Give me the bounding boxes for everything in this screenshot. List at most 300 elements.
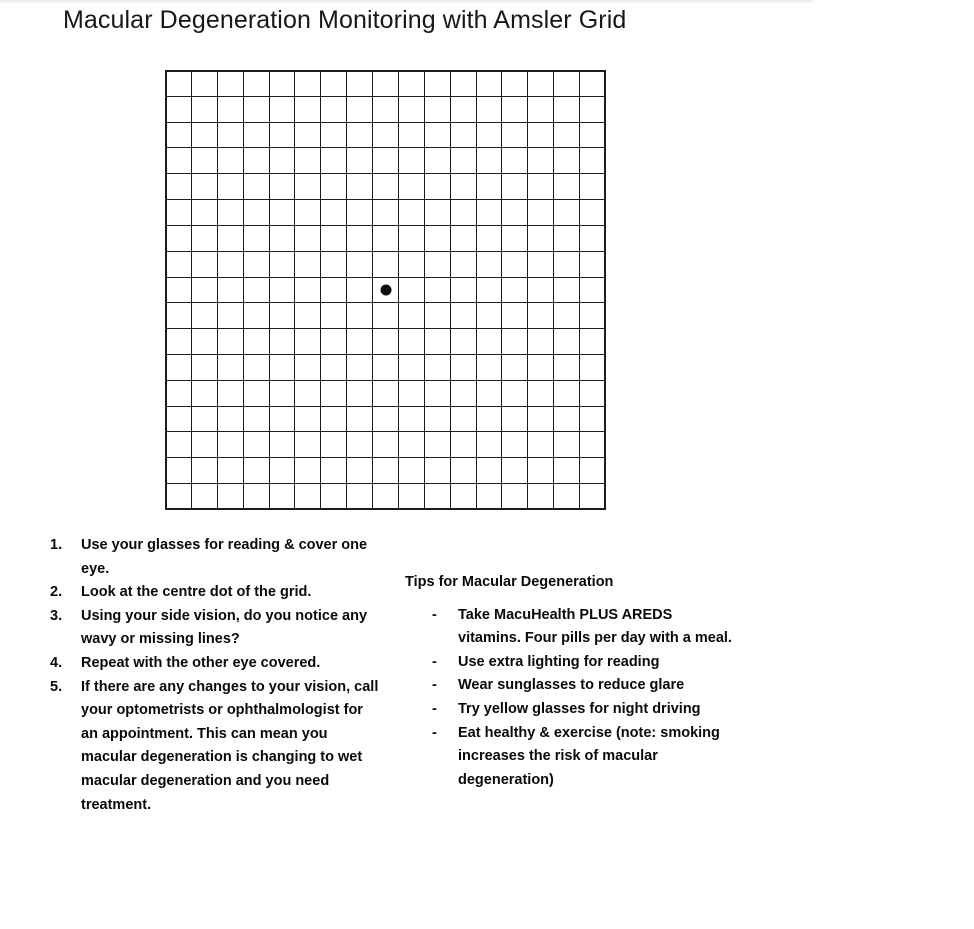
amsler-grid-row — [166, 354, 606, 380]
amsler-grid-cell — [502, 225, 528, 251]
amsler-grid-cell — [554, 406, 580, 432]
amsler-grid-cell — [217, 303, 243, 329]
tip-text: Wear sunglasses to reduce glare — [458, 677, 685, 694]
amsler-grid-cell — [502, 432, 528, 458]
amsler-grid-cell — [321, 380, 347, 406]
amsler-grid-cell — [191, 122, 217, 148]
amsler-grid-cell — [321, 174, 347, 200]
amsler-grid-cell — [554, 354, 580, 380]
amsler-grid-cell — [321, 329, 347, 355]
tip-bullet-marker: - — [432, 653, 437, 670]
amsler-grid-cell — [528, 174, 554, 200]
amsler-grid-row — [166, 225, 606, 251]
amsler-grid-cell — [580, 354, 606, 380]
amsler-grid-cell — [373, 174, 399, 200]
amsler-grid-cell — [398, 251, 424, 277]
amsler-grid-cell — [191, 458, 217, 484]
amsler-grid-cell — [191, 200, 217, 226]
instruction-text: Repeat with the other eye covered. — [81, 654, 321, 671]
amsler-grid-cell — [243, 148, 269, 174]
amsler-grid-cell — [450, 406, 476, 432]
amsler-grid-cell — [398, 303, 424, 329]
amsler-grid-cell — [166, 432, 192, 458]
amsler-grid-cell — [217, 174, 243, 200]
amsler-grid-cell — [166, 406, 192, 432]
amsler-grid-cell — [476, 329, 502, 355]
amsler-grid-cell — [217, 277, 243, 303]
amsler-grid-cell — [450, 122, 476, 148]
instruction-text: If there are any changes to your vision, call your optometrists or ophthalmologist for an appointment. This can mean you macular degeneration is changing to wet macular degeneration and you need treatment. — [81, 678, 379, 813]
amsler-grid-row — [166, 484, 606, 510]
amsler-grid-cell — [321, 96, 347, 122]
amsler-grid-cell — [321, 71, 347, 97]
amsler-grid-cell — [580, 329, 606, 355]
instruction-item — [50, 581, 380, 605]
amsler-grid-cell — [347, 225, 373, 251]
instruction-text: Using your side vision, do you notice any wavy or missing lines? — [81, 607, 368, 648]
amsler-grid-cell — [502, 96, 528, 122]
amsler-grid-cell — [580, 380, 606, 406]
amsler-grid-cell — [347, 277, 373, 303]
amsler-grid-row — [166, 200, 606, 226]
amsler-grid-cell — [502, 174, 528, 200]
amsler-grid-cell — [528, 71, 554, 97]
amsler-grid-cell — [424, 174, 450, 200]
amsler-grid-cell — [321, 277, 347, 303]
amsler-grid-cell — [191, 96, 217, 122]
amsler-grid-cell — [476, 484, 502, 510]
amsler-grid-cell — [243, 277, 269, 303]
instruction-item — [50, 652, 380, 676]
amsler-grid-cell — [502, 148, 528, 174]
amsler-grid-cell — [347, 354, 373, 380]
amsler-grid-cell — [373, 303, 399, 329]
amsler-grid-cell — [347, 174, 373, 200]
tip-bullet-marker: - — [432, 724, 437, 741]
amsler-grid-cell — [243, 122, 269, 148]
amsler-grid-cell — [398, 458, 424, 484]
amsler-grid-row — [166, 251, 606, 277]
amsler-grid-cell — [243, 200, 269, 226]
amsler-grid-cell — [580, 122, 606, 148]
amsler-grid-cell — [554, 174, 580, 200]
amsler-grid-cell — [528, 484, 554, 510]
instruction-item — [50, 605, 380, 652]
amsler-grid-cell — [450, 174, 476, 200]
amsler-grid-cell — [269, 484, 295, 510]
amsler-grid-cell — [424, 303, 450, 329]
amsler-grid-cell — [191, 484, 217, 510]
amsler-grid-cell — [398, 484, 424, 510]
amsler-grid-cell — [166, 380, 192, 406]
amsler-grid-cell — [166, 71, 192, 97]
amsler-grid-cell — [450, 71, 476, 97]
amsler-grid-cell — [269, 406, 295, 432]
amsler-grid-cell — [450, 380, 476, 406]
amsler-grid-cell — [295, 96, 321, 122]
amsler-grid-cell — [424, 122, 450, 148]
amsler-grid-cell — [450, 484, 476, 510]
amsler-grid-cell — [243, 96, 269, 122]
amsler-grid-cell — [347, 148, 373, 174]
amsler-grid-cell — [269, 71, 295, 97]
amsler-grid-cell — [554, 251, 580, 277]
amsler-grid-cell — [191, 406, 217, 432]
amsler-grid-cell — [554, 484, 580, 510]
amsler-grid-cell — [217, 432, 243, 458]
amsler-grid-cell — [295, 200, 321, 226]
amsler-grid-cell — [450, 251, 476, 277]
amsler-grid-cell — [554, 458, 580, 484]
amsler-grid-cell — [424, 225, 450, 251]
amsler-grid-cell — [269, 303, 295, 329]
amsler-grid-cell — [243, 303, 269, 329]
amsler-grid-cell — [373, 354, 399, 380]
amsler-grid-cell — [502, 406, 528, 432]
amsler-grid-cell — [217, 71, 243, 97]
amsler-grid-cell — [580, 484, 606, 510]
amsler-grid-cell — [502, 200, 528, 226]
amsler-grid-cell — [269, 251, 295, 277]
amsler-grid-cell — [502, 354, 528, 380]
amsler-grid-cell — [554, 277, 580, 303]
amsler-grid-cell — [502, 484, 528, 510]
amsler-grid-row — [166, 96, 606, 122]
amsler-grid-row — [166, 148, 606, 174]
amsler-grid-cell — [295, 484, 321, 510]
amsler-grid-cell — [166, 277, 192, 303]
amsler-grid-cell — [191, 303, 217, 329]
amsler-grid-cell — [476, 122, 502, 148]
tip-item — [405, 604, 735, 651]
amsler-grid-cell — [295, 277, 321, 303]
amsler-grid-cell — [347, 200, 373, 226]
amsler-grid-cell — [166, 122, 192, 148]
amsler-grid-cell — [554, 148, 580, 174]
amsler-grid-cell — [476, 251, 502, 277]
amsler-grid-cell — [528, 432, 554, 458]
amsler-grid-cell — [166, 225, 192, 251]
amsler-grid-cell — [502, 458, 528, 484]
amsler-grid — [165, 70, 606, 510]
amsler-grid-cell — [321, 122, 347, 148]
amsler-grid-cell — [347, 484, 373, 510]
amsler-grid-cell — [580, 225, 606, 251]
amsler-grid-cell — [295, 354, 321, 380]
amsler-grid-cell — [373, 225, 399, 251]
amsler-grid-cell — [424, 277, 450, 303]
amsler-grid-cell — [347, 432, 373, 458]
amsler-grid-cell — [580, 406, 606, 432]
amsler-grid-cell — [476, 406, 502, 432]
amsler-grid-cell — [424, 329, 450, 355]
amsler-grid-cell — [347, 458, 373, 484]
amsler-grid-cell — [166, 200, 192, 226]
amsler-grid-row — [166, 71, 606, 97]
amsler-grid-cell — [450, 148, 476, 174]
amsler-grid-cell — [191, 354, 217, 380]
amsler-grid-cell — [166, 329, 192, 355]
amsler-grid-cell — [554, 122, 580, 148]
amsler-grid-cell — [243, 329, 269, 355]
amsler-grid-cell — [450, 458, 476, 484]
amsler-grid-cell — [295, 71, 321, 97]
amsler-grid-cell — [554, 380, 580, 406]
amsler-grid-cell — [528, 251, 554, 277]
tip-bullet-marker: - — [432, 606, 437, 623]
amsler-grid-cell — [347, 71, 373, 97]
instruction-item — [50, 534, 380, 581]
amsler-grid-cell — [217, 122, 243, 148]
amsler-grid-row — [166, 174, 606, 200]
amsler-grid-cell — [347, 122, 373, 148]
amsler-grid-cell — [269, 174, 295, 200]
instruction-item — [50, 676, 380, 818]
amsler-grid-cell — [450, 303, 476, 329]
instructions-list — [50, 534, 380, 817]
amsler-grid-cell — [166, 458, 192, 484]
amsler-grid-cell — [243, 432, 269, 458]
amsler-grid-cell — [450, 354, 476, 380]
amsler-grid-cell — [295, 406, 321, 432]
amsler-grid-cell — [528, 303, 554, 329]
amsler-grid-cell — [166, 174, 192, 200]
amsler-grid-cell — [217, 329, 243, 355]
amsler-grid-cell — [580, 277, 606, 303]
amsler-grid-cell — [243, 406, 269, 432]
amsler-grid-cell — [295, 329, 321, 355]
tip-item — [405, 698, 735, 722]
amsler-grid-cell — [424, 96, 450, 122]
amsler-grid-cell — [373, 251, 399, 277]
instruction-number: 5. — [50, 678, 63, 695]
amsler-grid-cell — [580, 71, 606, 97]
amsler-grid-cell — [217, 354, 243, 380]
amsler-grid-cell — [373, 71, 399, 97]
amsler-grid-cell — [424, 251, 450, 277]
amsler-grid-cell — [269, 354, 295, 380]
amsler-grid-cell — [502, 380, 528, 406]
amsler-grid-cell — [347, 251, 373, 277]
amsler-grid-cell — [243, 380, 269, 406]
amsler-grid-cell — [295, 251, 321, 277]
amsler-grid-cell — [554, 303, 580, 329]
amsler-grid-cell — [217, 484, 243, 510]
amsler-grid-cell — [502, 122, 528, 148]
amsler-grid-cell — [243, 458, 269, 484]
amsler-grid-cell — [295, 122, 321, 148]
amsler-grid-cell — [295, 303, 321, 329]
amsler-grid-row — [166, 458, 606, 484]
amsler-grid-cell — [554, 329, 580, 355]
amsler-grid-cell — [528, 148, 554, 174]
amsler-grid-cell — [217, 200, 243, 226]
amsler-grid-cell — [580, 174, 606, 200]
amsler-grid-cell — [373, 122, 399, 148]
amsler-grid-cell — [424, 200, 450, 226]
amsler-grid-cell — [217, 406, 243, 432]
amsler-grid-cell — [476, 303, 502, 329]
amsler-grid-cell — [450, 200, 476, 226]
tip-bullet-marker: - — [432, 677, 437, 694]
tip-item — [405, 651, 735, 675]
tip-item — [405, 674, 735, 698]
tip-bullet-marker: - — [432, 700, 437, 717]
amsler-grid-cell — [373, 148, 399, 174]
amsler-grid-cell — [321, 225, 347, 251]
tip-text: Take MacuHealth PLUS AREDS vitamins. Four pills per day with a meal. — [458, 606, 732, 647]
instruction-number: 4. — [50, 654, 63, 671]
amsler-grid-cell — [166, 148, 192, 174]
amsler-grid-cell — [269, 329, 295, 355]
amsler-grid-cell — [398, 174, 424, 200]
amsler-grid-cell — [243, 174, 269, 200]
amsler-grid-cell — [373, 406, 399, 432]
amsler-grid-cell — [580, 458, 606, 484]
amsler-grid-cell — [373, 432, 399, 458]
amsler-grid-cell — [191, 225, 217, 251]
amsler-grid-cell — [191, 432, 217, 458]
page-title: Macular Degeneration Monitoring with Amsler Grid — [63, 6, 627, 34]
amsler-grid-cell — [295, 148, 321, 174]
amsler-grid-cell — [321, 148, 347, 174]
amsler-grid-cell — [424, 458, 450, 484]
amsler-grid-cell — [295, 432, 321, 458]
amsler-grid-cell — [166, 354, 192, 380]
amsler-grid-cell — [528, 96, 554, 122]
amsler-grid-cell — [476, 354, 502, 380]
amsler-grid-cell — [554, 432, 580, 458]
amsler-grid-cell — [269, 277, 295, 303]
amsler-grid-cell — [243, 251, 269, 277]
amsler-grid-cell — [424, 484, 450, 510]
amsler-grid-cell — [424, 380, 450, 406]
amsler-grid-row — [166, 406, 606, 432]
tip-text: Try yellow glasses for night driving — [458, 700, 701, 717]
amsler-center-dot — [380, 285, 391, 296]
amsler-grid-cell — [191, 251, 217, 277]
instruction-number: 3. — [50, 607, 63, 624]
instruction-text: Look at the centre dot of the grid. — [81, 584, 312, 601]
amsler-grid-cell — [502, 71, 528, 97]
amsler-grid-cell — [269, 96, 295, 122]
amsler-grid-cell — [528, 458, 554, 484]
amsler-grid-cell — [424, 354, 450, 380]
amsler-grid-cell — [476, 148, 502, 174]
amsler-grid-cell — [450, 96, 476, 122]
amsler-grid-cell — [295, 380, 321, 406]
amsler-grid-cell — [476, 71, 502, 97]
amsler-grid-cell — [398, 200, 424, 226]
tip-text: Use extra lighting for reading — [458, 653, 660, 670]
amsler-grid-cell — [476, 458, 502, 484]
amsler-grid-cell — [321, 303, 347, 329]
tip-item — [405, 722, 735, 793]
amsler-grid-cell — [347, 329, 373, 355]
amsler-grid-cell — [321, 200, 347, 226]
amsler-grid-cell — [476, 200, 502, 226]
amsler-grid-cell — [347, 96, 373, 122]
amsler-grid-cell — [502, 277, 528, 303]
amsler-grid-cell — [528, 277, 554, 303]
amsler-grid-cell — [554, 200, 580, 226]
amsler-grid-cell — [398, 354, 424, 380]
amsler-grid-cell — [269, 225, 295, 251]
amsler-grid-cell — [269, 380, 295, 406]
amsler-grid-cell — [580, 432, 606, 458]
amsler-grid-cell — [528, 225, 554, 251]
amsler-grid-cell — [528, 122, 554, 148]
amsler-grid-cell — [373, 484, 399, 510]
amsler-grid-row — [166, 380, 606, 406]
amsler-grid-cell — [554, 96, 580, 122]
amsler-grid-cell — [476, 96, 502, 122]
amsler-grid-cell — [398, 96, 424, 122]
amsler-grid-cell — [243, 71, 269, 97]
amsler-grid-cell — [476, 225, 502, 251]
instruction-number: 1. — [50, 537, 63, 553]
amsler-grid-cell — [424, 148, 450, 174]
amsler-grid-cell — [243, 225, 269, 251]
amsler-grid-cell — [476, 380, 502, 406]
amsler-grid-cell — [166, 96, 192, 122]
amsler-grid-cell — [398, 380, 424, 406]
tips-section — [405, 571, 735, 792]
amsler-grid-cell — [450, 329, 476, 355]
amsler-grid-cell — [580, 148, 606, 174]
amsler-grid-cell — [398, 432, 424, 458]
amsler-grid-cell — [269, 432, 295, 458]
amsler-grid-cell — [528, 329, 554, 355]
amsler-grid-cell — [191, 174, 217, 200]
tips-heading: Tips for Macular Degeneration — [405, 574, 614, 590]
amsler-grid-cell — [347, 303, 373, 329]
amsler-grid-cell — [528, 200, 554, 226]
amsler-grid-cell — [373, 329, 399, 355]
amsler-grid-cell — [191, 71, 217, 97]
amsler-grid-cell — [398, 406, 424, 432]
amsler-grid-cell — [398, 329, 424, 355]
amsler-grid-cell — [321, 484, 347, 510]
amsler-grid-cell — [502, 251, 528, 277]
amsler-grid-cell — [166, 303, 192, 329]
amsler-grid-cell — [217, 380, 243, 406]
instruction-text: Use your glasses for reading & cover one eye. — [81, 537, 368, 577]
amsler-grid-cell — [398, 71, 424, 97]
amsler-grid-cell — [269, 458, 295, 484]
amsler-grid-cell — [528, 380, 554, 406]
amsler-grid-cell — [398, 277, 424, 303]
amsler-grid-cell — [373, 380, 399, 406]
amsler-grid-cell — [347, 406, 373, 432]
amsler-grid-cell — [295, 225, 321, 251]
amsler-grid-cell — [217, 251, 243, 277]
amsler-grid-cell — [476, 277, 502, 303]
amsler-grid-cell — [321, 432, 347, 458]
amsler-grid-cell — [398, 148, 424, 174]
amsler-grid-cell — [295, 458, 321, 484]
amsler-grid-cell — [450, 432, 476, 458]
amsler-grid-cell — [217, 96, 243, 122]
amsler-grid-cell — [398, 225, 424, 251]
amsler-grid-cell — [191, 148, 217, 174]
amsler-grid-cell — [450, 277, 476, 303]
amsler-grid-cell — [502, 303, 528, 329]
amsler-grid-cell — [321, 458, 347, 484]
amsler-grid-cell — [191, 329, 217, 355]
amsler-grid-cell — [191, 277, 217, 303]
amsler-grid-cell — [321, 354, 347, 380]
